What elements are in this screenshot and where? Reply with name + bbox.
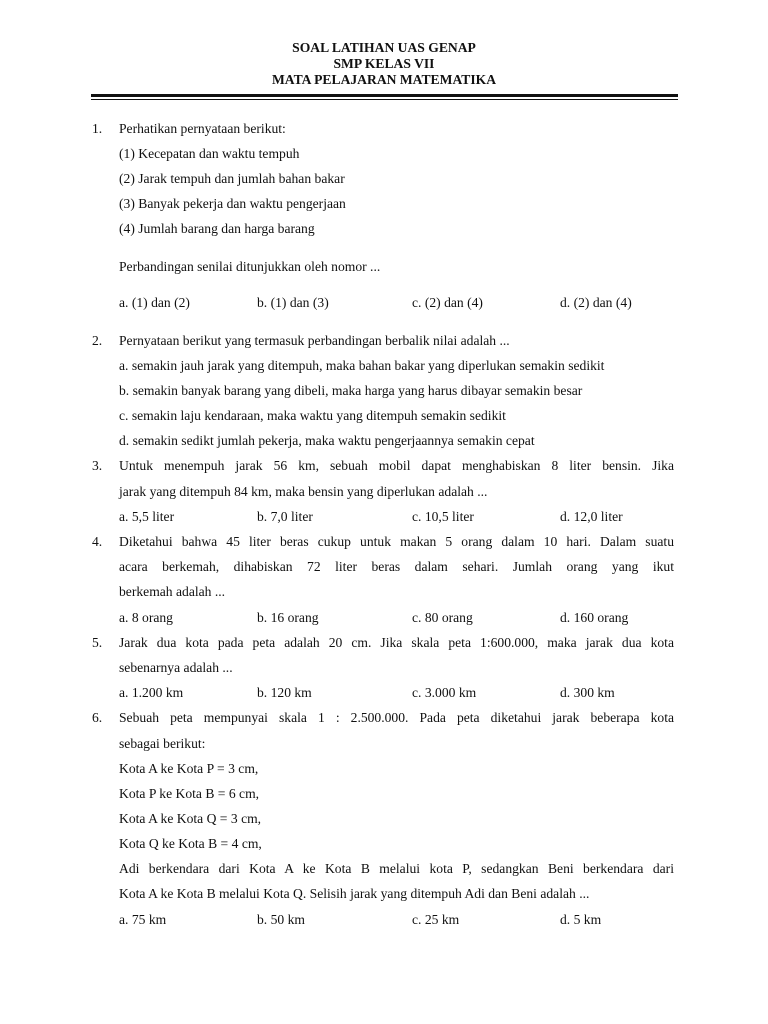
question-1-option-b: b. (1) dan (3) xyxy=(257,295,329,310)
question-6-line-5: Kota A ke Kota Q = 3 cm, xyxy=(119,811,262,826)
question-2-text: Pernyataan berikut yang termasuk perbandingan berbalik nilai adalah ... xyxy=(119,333,510,348)
question-5-option-c: c. 3.000 km xyxy=(412,685,477,700)
question-4-line-2: acara berkemah, dihabiskan 72 liter beras dalam sehari. Jumlah orang yang ikut xyxy=(119,559,674,574)
question-5-number: 5. xyxy=(92,635,103,650)
question-6-option-a: a. 75 km xyxy=(119,912,167,927)
question-3-option-b: b. 7,0 liter xyxy=(257,509,313,524)
question-6-number: 6. xyxy=(92,710,103,725)
header-subject: MATA PELAJARAN MATEMATIKA xyxy=(271,72,497,87)
question-1-option-a: a. (1) dan (2) xyxy=(119,295,190,310)
question-1-statement-3: (3) Banyak pekerja dan waktu pengerjaan xyxy=(119,196,346,211)
header-rule-thin xyxy=(91,99,678,100)
question-6-option-d: d. 5 km xyxy=(560,912,602,927)
question-4-option-a: a. 8 orang xyxy=(119,610,173,625)
question-2-number: 2. xyxy=(92,333,103,348)
question-6-line-1: Sebuah peta mempunyai skala 1 : 2.500.000. Pada peta diketahui jarak beberapa kota xyxy=(119,710,674,725)
question-3-line-1: Untuk menempuh jarak 56 km, sebuah mobil dapat menghabiskan 8 liter bensin. Jika xyxy=(119,458,674,473)
question-5-option-d: d. 300 km xyxy=(560,685,615,700)
header-title: SOAL LATIHAN UAS GENAP xyxy=(292,40,476,55)
question-1-text: Perhatikan pernyataan berikut: xyxy=(119,121,286,136)
question-5-line-1: Jarak dua kota pada peta adalah 20 cm. Jika skala peta 1:600.000, maka jarak dua kota xyxy=(119,635,674,650)
question-1-option-c: c. (2) dan (4) xyxy=(412,295,483,310)
question-6-option-c: c. 25 km xyxy=(412,912,460,927)
question-1-prompt: Perbandingan senilai ditunjukkan oleh nomor ... xyxy=(119,259,381,274)
question-4-line-3: berkemah adalah ... xyxy=(119,584,226,599)
question-3-option-a: a. 5,5 liter xyxy=(119,509,175,524)
question-6-line-2: sebagai berikut: xyxy=(119,736,206,751)
question-2-option-a: a. semakin jauh jarak yang ditempuh, maka bahan bakar yang diperlukan semakin sedikit xyxy=(119,358,605,373)
question-6-line-4: Kota P ke Kota B = 6 cm, xyxy=(119,786,260,801)
question-4-option-d: d. 160 orang xyxy=(560,610,629,625)
question-2-option-c: c. semakin laju kendaraan, maka waktu yang ditempuh semakin sedikit xyxy=(119,408,506,423)
question-6-line-6: Kota Q ke Kota B = 4 cm, xyxy=(119,836,262,851)
question-6-line-8: Kota A ke Kota B melalui Kota Q. Selisih jarak yang ditempuh Adi dan Beni adalah ... xyxy=(119,886,590,901)
header-class: SMP KELAS VII xyxy=(333,56,435,71)
question-6-line-3: Kota A ke Kota P = 3 cm, xyxy=(119,761,259,776)
question-4-option-b: b. 16 orang xyxy=(257,610,319,625)
question-1-number: 1. xyxy=(92,121,103,136)
question-5-option-a: a. 1.200 km xyxy=(119,685,184,700)
question-3-number: 3. xyxy=(92,458,103,473)
question-1-statement-1: (1) Kecepatan dan waktu tempuh xyxy=(119,146,300,161)
question-4-line-1: Diketahui bahwa 45 liter beras cukup untuk makan 5 orang dalam 10 hari. Dalam suatu xyxy=(119,534,674,549)
question-1-option-d: d. (2) dan (4) xyxy=(560,295,632,310)
document-header xyxy=(0,40,768,88)
header-rule-thick xyxy=(91,94,678,97)
question-3-line-2: jarak yang ditempuh 84 km, maka bensin yang diperlukan adalah ... xyxy=(119,484,488,499)
question-3-option-d: d. 12,0 liter xyxy=(560,509,623,524)
question-1-statement-4: (4) Jumlah barang dan harga barang xyxy=(119,221,315,236)
question-2-option-b: b. semakin banyak barang yang dibeli, maka harga yang harus dibayar semakin besar xyxy=(119,383,583,398)
question-1-statement-2: (2) Jarak tempuh dan jumlah bahan bakar xyxy=(119,171,345,186)
question-4-option-c: c. 80 orang xyxy=(412,610,473,625)
question-4-number: 4. xyxy=(92,534,103,549)
question-6-option-b: b. 50 km xyxy=(257,912,305,927)
question-5-line-2: sebenarnya adalah ... xyxy=(119,660,233,675)
question-2-option-d: d. semakin sedikt jumlah pekerja, maka waktu pengerjaannya semakin cepat xyxy=(119,433,535,448)
question-6-line-7: Adi berkendara dari Kota A ke Kota B melalui kota P, sedangkan Beni berkendara dari xyxy=(119,861,674,876)
question-3-option-c: c. 10,5 liter xyxy=(412,509,474,524)
question-5-option-b: b. 120 km xyxy=(257,685,312,700)
